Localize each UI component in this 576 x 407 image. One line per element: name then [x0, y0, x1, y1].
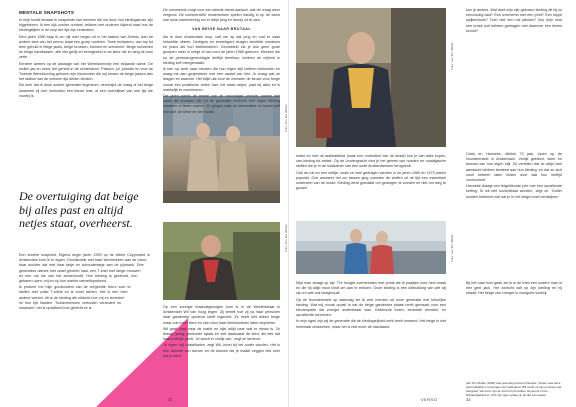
column-3-bottom: [296, 281, 446, 393]
column-3-top: [296, 154, 446, 216]
paragraph: Hanneke draagt een felgekleurde jurk met een opvallende ketting. 'Ik wil niet onzichtbaar worden,' zegt ze. 'Ouder worden betekent niet dat je in het beige moet verdwijnen.': [466, 184, 562, 199]
paragraph: Ook de rok en een shirtje, zoals ze veel gedragen werden in de jaren 1960 en 1970 waren populair. Ook wanneer het om tassen ging vormden de stoffen uit de tijd een essentieel onderdeel van de mode: Kleding werd gemaakt om gedragen te worden en niet om weg te gooien.: [296, 170, 446, 191]
author-bio-caption: Jan Ten Wolde (1960) was jarenlang docent Filosofie. Verder was deze uitzonderlijke in Groningen de Nederland. Wil werkt na zijn pensioen als fotograaf. Van hem zijn de foto's bij dit artikel. Hij woont in het Rijnlandgebied en richt zijn ogen graag op de tijd van weleer.: [466, 381, 562, 397]
magazine-name: VERSO: [421, 397, 438, 402]
subheading: VAN BEIGE NAAR BRUTAAL: [191, 26, 252, 31]
paragraph: Carla en Hanneke, allebei 70 jaar, lopen op de Noordermarkt in Amsterdam. Vrolijk gekleed, stoer en bewust van hun eigen stijl. Ze vertellen dat ze altijd veel aandacht hebben besteed aan hun kleding, en dat ze zich nooit hebben laten leiden door wat hun leeftijd voorschreef.: [466, 152, 562, 183]
paragraph: Eerdere winters op de passage van het Wereldomroep een bejaarde dame. De wollen jas en hoed, het geheel in de ochtendzon. Pastoor, juf, priester en voor de Tweede Wereldoorlog geboren zijn kleurcodes die mij tussen de beige jassen aan het station van de verloren tijd deden denken.: [19, 61, 153, 82]
paragraph: In mijn hoofd bewaar ik snapshots van mensen die me door hun kledingkeuze zijn bijgebleven. Ik ben kijk zonder oordeel, telkens met ouderen kijkend naar hoe de kledingstijlen in de loop der tijd zijn veranderd.: [19, 18, 153, 33]
photo-street-portrait: [296, 8, 446, 147]
paragraph: De commercie zorgt voor een steeds nieuw aanbod, wat de vraag weer vergroot. De commerciële modemerken spelen handig in op de wens van onze samenleving om er altijd jong en trendy uit te zien.: [163, 8, 280, 23]
photo-credit: Foto: Jan Ten Wolde: [450, 234, 454, 262]
paragraph: kon je anders. Wat doet mijn zijn gekozen kleding dit bij zo eenvoudig vast? Een overhemd met een print? Een hippe spijkerbroek? Toch niet een rok jaksien? Zou mijn oma een broek ooit hebben gedragen met daarover een linnen schort?: [466, 8, 562, 33]
column-4-mid: [466, 152, 562, 218]
paragraph: Die jaren waren de eerste van de naoorlogse periode, waarin met name de vrouwen die tot de generatie behoren hun eigen kleding maakten of lieten maken. Ze gingen naar de kleermaker en kozen zelf hun stof, de kleur en het model.: [163, 94, 280, 114]
page-gutter: [288, 0, 289, 407]
column-1-top: [19, 18, 153, 170]
paragraph: Elk keer dat ik deze oudere generatie tegenkom, verschijnt de vraag of het beige waarmee zij zich omhulden een keuze was, of een overblijfsel van een tijd die voorbij is.: [19, 83, 153, 98]
page-number-right: 33: [466, 397, 471, 402]
photo-couple-bridge: [296, 221, 446, 274]
paragraph: Een andere snapshot. Eigens begin jaren 1990 op de Albert Cuypmarkt in Amsterdam kom ik er tegen. Onvoltooide met haar klerebrieken aan de hand, haar dochter dat met haar tasje en schoudertasje aan de pijnbank. Drie generaties dames met zwart geverfd haar, een T-shirt met lange mouwen en een rok die van het achterhoofd. Hun kleding is gekleurd, hun gebaren open, vrij en op hun manier vanzelfsprekend.: [19, 253, 150, 284]
paragraph: Op de Noordermarkt op zaterdag zie ik veel mensen uit onze generatie met kleurrijke kleding. Wat mij vooral opvalt is dat de beige garderobe plaats heeft gemaakt voor een kleurenpalet dat vroeger ondenkbaar was. Gekleurde truien, bedrukte hemden, en opvallende schoenen.: [296, 297, 446, 318]
photo-credit: Foto: Jan Ten Wolde: [284, 224, 288, 252]
photo-market-portrait: [163, 222, 280, 300]
page-number-left: 32: [168, 397, 173, 402]
column-2-bottom: [163, 305, 280, 393]
column-4-bottom: [466, 281, 562, 321]
paragraph: In mijn ogen zijn wij de generatie die de kledingvrijheid echt heeft omarmd. Het beige is niet helemaal verdwenen, maar het is niet meer de standaard.: [296, 319, 446, 329]
column-4-top: [466, 8, 562, 48]
paragraph: Bij het naar huis gaan zie ik in de tram een oudere man in een geel jack. Het zonlicht valt op zijn kleding en hij straalt. Het beige van vroeger is voorgoed voorbij.: [466, 281, 562, 296]
photo-credit: Foto: Jan Ten Wolde: [284, 104, 288, 132]
paragraph: Ik probeer me mijn grootouders van de vergeelde foto's voor te stellen met zulke T-shirts en ik moet lachen. Het is een heel andere wereld; dit is de kleding die uitdrukt hoe vrij en tevreden ze hun tijd hadden. Tussenmensen verboden verandert en verandert, het is opvallend hoe geverfd ze is.: [19, 285, 131, 311]
paragraph: Eind jaren 1980 stap ik om vijf over negen uit in het station van Almelo. Aan de andere kant van het perron staat een groep ouderen. Twee echtparen, van top tot teen gehuld in beige jacks, beige broeken, bruinen en schoenen. Beige schoenen en beige handtassen, alle vier gelijk en eensgezind in de kleur die zo lang de toon zette.: [19, 34, 153, 60]
paragraph: Wil gaat vaak naar de markt en kijkt altijd naar wat er nieuw is. Ze draagt graag gekleurde sjaals en ziet daarnaast de kleur als iets dat haar energie geeft. 'Je wordt er vrolijk van,' zegt ze lachend.: [163, 326, 280, 342]
pull-quote: De overtuiging dat beige bij alles past en altijd netjes staat, overheerst.: [19, 189, 139, 230]
paragraph: Op een zonnige maandagmorgen kom ik in de Westerstraat in Amsterdam Wil van hoog tegen. Zij vertelt hoe zij na haar pensioen haar garderobe opnieuw heeft ingericht. Ze heeft niet alleen beige maar ook meer kleur en zich door haar kleinkinderen laten inspireren.: [163, 305, 280, 325]
paragraph: Ik ben op zoek naar mensen die hun eigen stijl hebben behouden en waag me aan gesprekken met een aantal van hen. Ik vraag wat ze dragen en waarom. Het blijkt dat voor de meesten de keuze voor beige vooral een praktische reden had: het staat netjes, past bij alles en is makkelijk te combineren.: [163, 67, 280, 92]
paragraph: Je eigen stijl ontwikkelen, zegt Wil, hoort bij het ouder worden. Het is een kwestie van durven en de keuzes die je maakt zeggen iets over wie je bent.: [163, 343, 280, 358]
paragraph: markt en met de taalmarkthal (vaak een onderdeel van de straat) kon je van alles kopen, van kleding tot antiek. Op de Lindengracht vind je het geheel van hoeden en nostalgische stoffen die je in de huiskamer van een oude Amsterdammer terugvindt.: [296, 154, 446, 169]
paragraph: Als ik door Amsterdam loop, valt me op dat jong en oud er vaak hetzelfde uitzien. Dertigers en zeventigers dragen dezelfde sneakers en jeans als hun kleinkinderen. Gemiddeld zie je dus geen grote groepen meer in beige of van voor de jaren 1960 geboren. Mensen die nu de pensioengerechtigde leeftijd bereiken, hebben de vrijheid in kleding zelf meegemaakt.: [163, 34, 280, 65]
photo-credit: Foto: Jan Ten Wolde: [450, 42, 454, 70]
paragraph: Mijn man draagt op zijn 77e hoogte overhemden met prints die ik paaltjes voor hem maak en die hij altijd mooi vindt om aan te trekken. Onze kleding is een uitdrukking van wie wij zijn en wat ons bezighoudt.: [296, 281, 446, 296]
section-label: MENTALE SNAPSHOTS: [19, 10, 75, 15]
column-2-top: [163, 8, 280, 114]
